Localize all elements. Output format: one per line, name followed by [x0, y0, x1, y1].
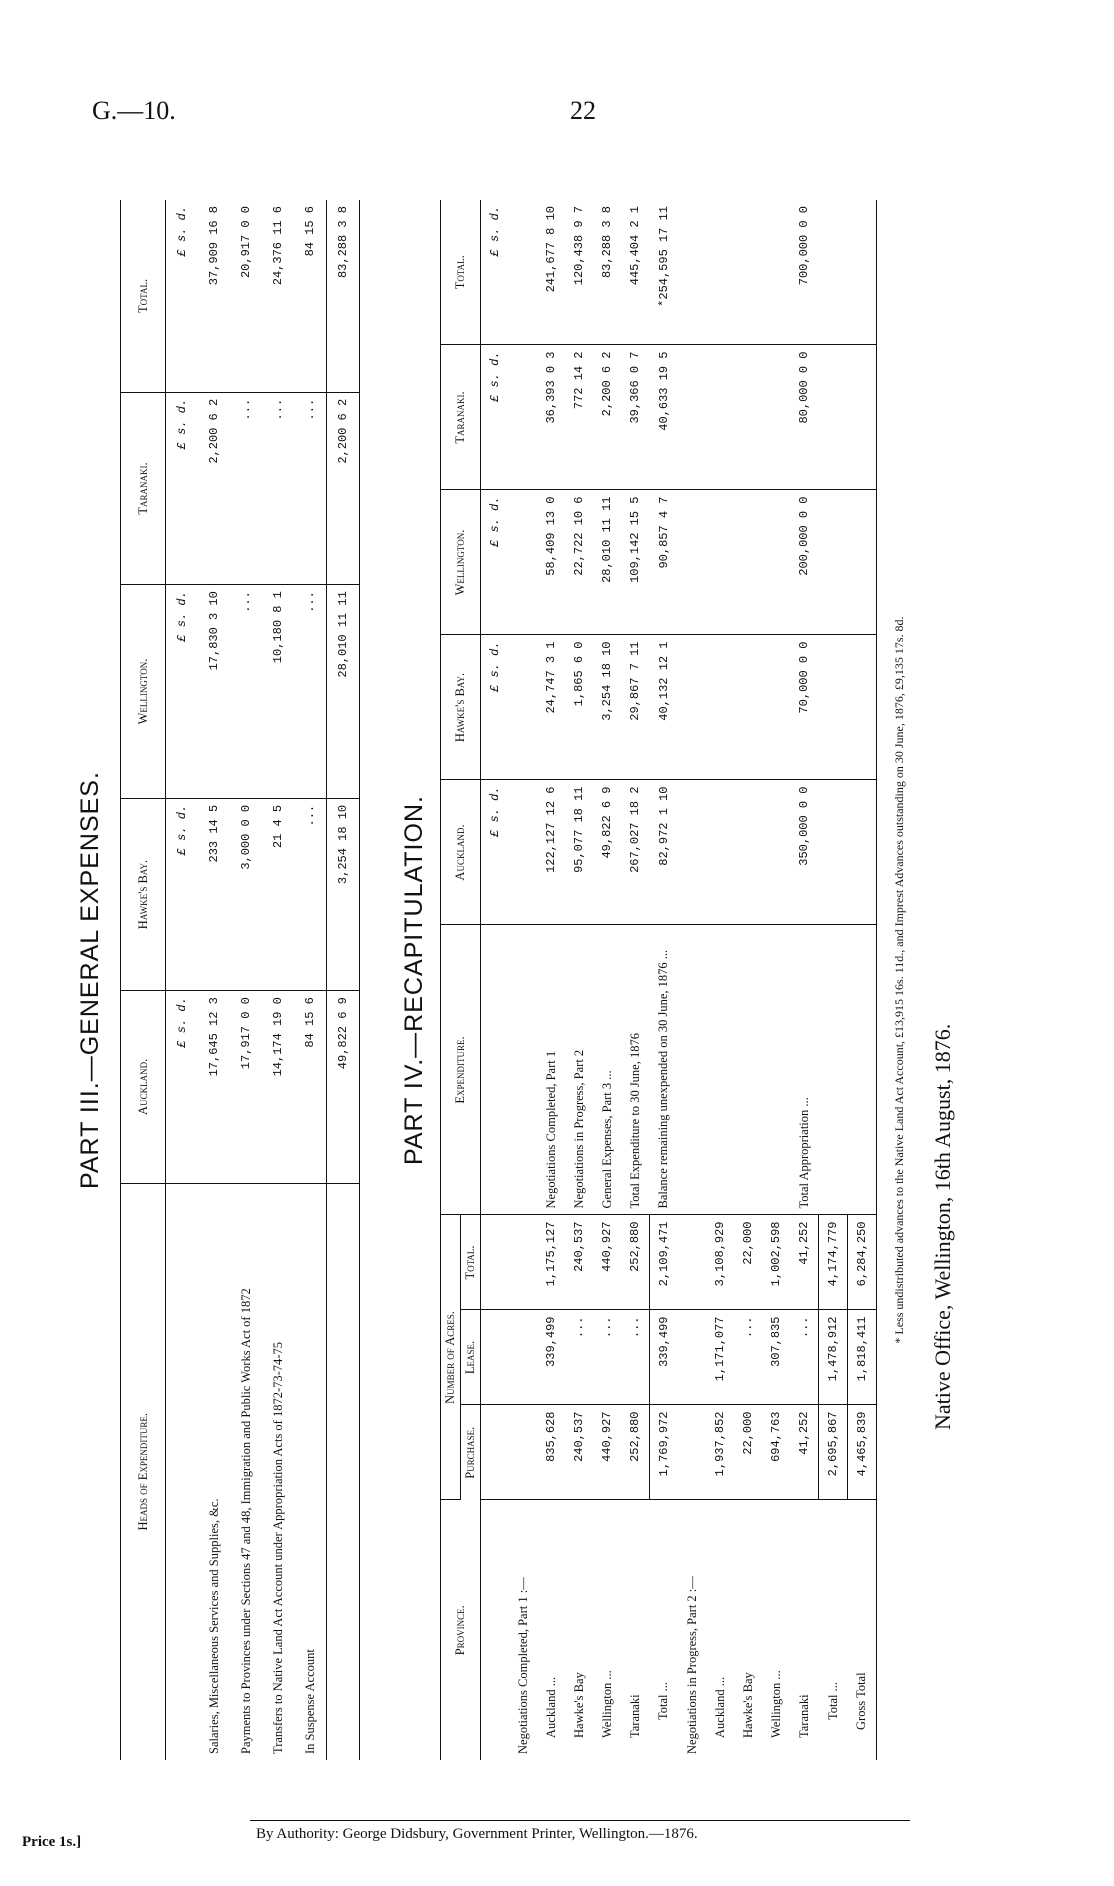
part3-title: PART III.—GENERAL EXPENSES. — [76, 771, 104, 1189]
total-cell: 49,822 6 9 — [327, 991, 360, 1183]
amount-cell: 84 15 6 — [294, 991, 327, 1183]
col-taranaki: Taranaki. — [441, 345, 481, 490]
expenditure-cell: Balance remaining unexpended on 30 June, 1876 ... — [650, 925, 679, 1215]
amount-cell: 95,077 18 11 — [565, 780, 593, 925]
col-expenditure: Expenditure. — [441, 925, 481, 1215]
amount-cell: 122,127 12 6 — [537, 780, 565, 925]
amount-cell: 28,010 11 11 — [593, 490, 621, 635]
amount-cell: 40,633 19 5 — [650, 345, 679, 490]
acre-cell: 1,002,598 — [762, 1215, 790, 1310]
col-lease: Lease. — [461, 1310, 481, 1405]
amount-cell — [509, 345, 537, 490]
province-cell: Wellington ... — [768, 1670, 783, 1738]
col-acres-total: Total. — [461, 1215, 481, 1310]
expense-head: Salaries, Miscellaneous Services and Supplies, &c. — [206, 1498, 221, 1754]
amount-cell — [848, 490, 877, 635]
amount-cell — [706, 635, 734, 780]
rotated-page-content — [70, 200, 990, 1760]
recap-body — [481, 200, 877, 1760]
amount-cell — [678, 345, 706, 490]
total-cell: 3,254 18 10 — [327, 798, 360, 990]
amount-cell — [706, 490, 734, 635]
unit: £ s. d. — [481, 635, 510, 780]
acre-cell — [678, 1405, 706, 1500]
amount-cell — [734, 345, 762, 490]
acre-cell: 1,175,127 — [537, 1215, 565, 1310]
recapitulation-table — [440, 200, 877, 1760]
acre-cell: 240,537 — [565, 1215, 593, 1310]
amount-cell — [734, 780, 762, 925]
amount-cell: 350,000 0 0 — [790, 780, 819, 925]
acre-cell — [678, 1215, 706, 1310]
col-total: Total. — [441, 200, 481, 345]
amount-cell: 445,404 2 1 — [621, 200, 650, 345]
acre-cell: 22,000 — [734, 1215, 762, 1310]
acre-cell: 6,284,250 — [848, 1215, 877, 1310]
table-row — [593, 200, 621, 1760]
expenditure-cell — [734, 925, 762, 1215]
acre-cell: 2,695,867 — [819, 1405, 848, 1500]
amount-cell — [509, 635, 537, 780]
acre-cell: 307,835 — [762, 1310, 790, 1405]
amount-cell: 17,917 0 0 — [230, 991, 262, 1183]
amount-cell: 36,393 0 3 — [537, 345, 565, 490]
acre-cell: 22,000 — [734, 1405, 762, 1500]
table-row — [565, 200, 593, 1760]
amount-cell — [734, 200, 762, 345]
acre-cell — [678, 1310, 706, 1405]
amount-cell — [819, 200, 848, 345]
amount-cell: 20,917 0 0 — [230, 200, 262, 392]
amount-cell — [678, 200, 706, 345]
total-cell: 28,010 11 11 — [327, 585, 360, 799]
acre-cell: 4,174,779 — [819, 1215, 848, 1310]
amount-cell: 2,200 6 2 — [593, 345, 621, 490]
acre-cell: 440,927 — [593, 1215, 621, 1310]
acre-cell — [509, 1310, 537, 1405]
expenditure-cell — [509, 925, 537, 1215]
table-row — [706, 200, 734, 1760]
province-cell: Auckland ... — [543, 1676, 558, 1738]
amount-cell: 233 14 5 — [198, 798, 230, 990]
col-total: Total. — [121, 200, 166, 392]
col-auckland: Auckland. — [441, 780, 481, 925]
amount-cell: 772 14 2 — [565, 345, 593, 490]
expenditure-cell — [762, 925, 790, 1215]
acre-cell: 3,108,929 — [706, 1215, 734, 1310]
expenditure-cell — [819, 925, 848, 1215]
amount-cell: 1,865 6 0 — [565, 635, 593, 780]
expense-head: Transfers to Native Land Act Account under Appropriation Acts of 1872-73-74-75 — [270, 1342, 285, 1754]
amount-cell — [678, 780, 706, 925]
acre-cell: 339,499 — [537, 1310, 565, 1405]
table-row — [762, 200, 790, 1760]
amount-cell — [706, 200, 734, 345]
amount-cell — [819, 345, 848, 490]
total-cell: 83,288 3 8 — [327, 200, 360, 392]
amount-cell: 24,376 11 6 — [262, 200, 294, 392]
acre-cell: 1,769,972 — [650, 1405, 679, 1500]
amount-cell: 24,747 3 1 — [537, 635, 565, 780]
unit: £ s. d. — [166, 392, 199, 584]
amount-cell: 39,366 0 7 — [621, 345, 650, 490]
amount-cell: *254,595 17 11 — [650, 200, 679, 345]
expense-head: Payments to Provinces under Sections 47 and 48, Immigration and Public Works Act of 1872 — [238, 1288, 253, 1754]
expenditure-cell: Total Appropriation ... — [790, 925, 819, 1215]
unit: £ s. d. — [481, 200, 510, 345]
amount-cell: ... — [294, 392, 327, 584]
amount-cell — [819, 780, 848, 925]
amount-cell: 2,200 6 2 — [198, 392, 230, 584]
amount-cell: 22,722 10 6 — [565, 490, 593, 635]
acre-cell: 41,252 — [790, 1405, 819, 1500]
amount-cell — [762, 200, 790, 345]
amount-cell — [762, 345, 790, 490]
unit: £ s. d. — [166, 798, 199, 990]
province-cell: Hawke's Bay — [740, 1672, 755, 1738]
acre-cell: ... — [593, 1310, 621, 1405]
province-cell: Auckland ... — [712, 1676, 727, 1738]
amount-cell — [848, 635, 877, 780]
unit: £ s. d. — [481, 780, 510, 925]
amount-cell — [848, 200, 877, 345]
acre-cell: ... — [790, 1310, 819, 1405]
acre-cell: 41,252 — [790, 1215, 819, 1310]
amount-cell: 700,000 0 0 — [790, 200, 819, 345]
page-number: 22 — [570, 96, 596, 125]
table-row — [509, 200, 537, 1760]
amount-cell: 49,822 6 9 — [593, 780, 621, 925]
province-cell: Hawke's Bay — [571, 1672, 586, 1738]
unit: £ s. d. — [166, 200, 199, 392]
acre-cell: 339,499 — [650, 1310, 679, 1405]
table-row — [537, 200, 565, 1760]
acre-cell: 1,171,077 — [706, 1310, 734, 1405]
amount-cell: 82,972 1 10 — [650, 780, 679, 925]
units-row — [166, 200, 199, 1760]
col-hawkes-bay: Hawke's Bay. — [121, 798, 166, 990]
col-number-of-acres: Number of Acres. — [441, 1215, 461, 1500]
amount-cell — [734, 635, 762, 780]
table-row — [294, 200, 327, 1760]
imprint: By Authority: George Didsbury, Government Printer, Wellington.—1876. — [256, 1826, 698, 1842]
amount-cell: 241,677 8 10 — [537, 200, 565, 345]
acre-cell: ... — [565, 1310, 593, 1405]
amount-cell: 80,000 0 0 — [790, 345, 819, 490]
price: Price 1s.] — [22, 1834, 82, 1850]
table-row — [230, 200, 262, 1760]
amount-cell — [848, 780, 877, 925]
acre-cell — [509, 1215, 537, 1310]
amount-cell — [706, 780, 734, 925]
part4-title: PART IV.—RECAPITULATION. — [400, 795, 428, 1165]
unit: £ s. d. — [166, 991, 199, 1183]
amount-cell: 70,000 0 0 — [790, 635, 819, 780]
acre-cell: 252,880 — [621, 1215, 650, 1310]
amount-cell: 17,830 3 10 — [198, 585, 230, 799]
province-cell: Wellington ... — [599, 1670, 614, 1738]
table-row — [262, 200, 294, 1760]
amount-cell — [762, 780, 790, 925]
amount-cell: 29,867 7 11 — [621, 635, 650, 780]
expense-head: In Suspense Account — [302, 1649, 317, 1754]
amount-cell — [848, 345, 877, 490]
amount-cell — [678, 635, 706, 780]
acre-cell: ... — [734, 1310, 762, 1405]
amount-cell: 14,174 19 0 — [262, 991, 294, 1183]
amount-cell — [819, 635, 848, 780]
expenditure-cell — [678, 925, 706, 1215]
acre-cell: 1,937,852 — [706, 1405, 734, 1500]
amount-cell: ... — [294, 798, 327, 990]
table-row — [650, 200, 679, 1760]
col-auckland: Auckland. — [121, 991, 166, 1183]
acre-cell: 2,109,471 — [650, 1215, 679, 1310]
amount-cell: 267,027 18 2 — [621, 780, 650, 925]
col-heads: Heads of Expenditure. — [121, 1183, 166, 1760]
amount-cell: ... — [230, 585, 262, 799]
amount-cell: 83,288 3 8 — [593, 200, 621, 345]
units-row — [481, 200, 510, 1760]
unit: £ s. d. — [166, 585, 199, 799]
amount-cell: ... — [294, 585, 327, 799]
total-cell: 2,200 6 2 — [327, 392, 360, 584]
acre-cell: 1,818,411 — [848, 1310, 877, 1405]
table-row — [678, 200, 706, 1760]
amount-cell: 21 4 5 — [262, 798, 294, 990]
table-row — [819, 200, 848, 1760]
province-cell: Total ... — [656, 1681, 671, 1720]
amount-cell — [734, 490, 762, 635]
acre-cell: 252,880 — [621, 1405, 650, 1500]
amount-cell: 200,000 0 0 — [790, 490, 819, 635]
amount-cell — [819, 490, 848, 635]
amount-cell: 40,132 12 1 — [650, 635, 679, 780]
expenditure-cell: General Expenses, Part 3 ... — [593, 925, 621, 1215]
table-header-row — [121, 200, 166, 1760]
general-expenses-table — [120, 200, 360, 1760]
expenditure-cell — [848, 925, 877, 1215]
amount-cell — [509, 780, 537, 925]
divider — [250, 1820, 910, 1821]
amount-cell: 120,438 9 7 — [565, 200, 593, 345]
province-cell: Taranaki — [627, 1694, 642, 1738]
unit: £ s. d. — [481, 345, 510, 490]
amount-cell: 90,857 4 7 — [650, 490, 679, 635]
table-row — [734, 200, 762, 1760]
expenditure-cell — [706, 925, 734, 1215]
amount-cell: ... — [230, 392, 262, 584]
amount-cell: 58,409 13 0 — [537, 490, 565, 635]
col-wellington: Wellington. — [441, 490, 481, 635]
amount-cell — [762, 635, 790, 780]
amount-cell: 3,000 0 0 — [230, 798, 262, 990]
amount-cell — [706, 345, 734, 490]
table-row — [198, 200, 230, 1760]
totals-row — [327, 200, 360, 1760]
province-cell: Total ... — [825, 1681, 840, 1720]
table-row — [621, 200, 650, 1760]
acre-cell: 1,478,912 — [819, 1310, 848, 1405]
col-hawkes-bay: Hawke's Bay. — [441, 635, 481, 780]
signoff: Native Office, Wellington, 16th August, 1876. — [930, 1023, 955, 1430]
acre-cell: 4,465,839 — [848, 1405, 877, 1500]
acre-cell — [509, 1405, 537, 1500]
col-province: Province. — [441, 1500, 481, 1760]
expenditure-cell: Total Expenditure to 30 June, 1876 — [621, 925, 650, 1215]
expenditure-cell: Negotiations Completed, Part 1 — [537, 925, 565, 1215]
amount-cell: 37,909 16 8 — [198, 200, 230, 392]
amount-cell — [509, 490, 537, 635]
footnote: * Less undistributed advances to the Native Land Act Account, £13,915 16s. 11d., and Imprest Advances outstanding on 30 June, 1876, £9,135 17s. 8d. — [892, 616, 906, 1344]
acre-cell: 835,628 — [537, 1405, 565, 1500]
acre-cell: ... — [621, 1310, 650, 1405]
table-header-row — [441, 200, 461, 1760]
amount-cell — [762, 490, 790, 635]
province-cell: Negotiations in Progress, Part 2 :— — [684, 1576, 699, 1754]
amount-cell — [678, 490, 706, 635]
province-cell: Negotiations Completed, Part 1 :— — [515, 1577, 530, 1754]
amount-cell: 3,254 18 10 — [593, 635, 621, 780]
amount-cell: 109,142 15 5 — [621, 490, 650, 635]
table-row — [848, 200, 877, 1760]
amount-cell: ... — [262, 392, 294, 584]
province-cell: Gross Total — [854, 1672, 869, 1730]
col-wellington: Wellington. — [121, 585, 166, 799]
acre-cell: 694,763 — [762, 1405, 790, 1500]
acre-cell: 240,537 — [565, 1405, 593, 1500]
col-taranaki: Taranaki. — [121, 392, 166, 584]
province-cell: Taranaki — [796, 1694, 811, 1738]
unit: £ s. d. — [481, 490, 510, 635]
amount-cell: 84 15 6 — [294, 200, 327, 392]
report-reference: G.—10. — [92, 96, 176, 125]
expenditure-cell: Negotiations in Progress, Part 2 — [565, 925, 593, 1215]
table-row — [790, 200, 819, 1760]
acre-cell: 440,927 — [593, 1405, 621, 1500]
col-purchase: Purchase. — [461, 1405, 481, 1500]
amount-cell — [509, 200, 537, 345]
amount-cell: 17,645 12 3 — [198, 991, 230, 1183]
amount-cell: 10,180 8 1 — [262, 585, 294, 799]
